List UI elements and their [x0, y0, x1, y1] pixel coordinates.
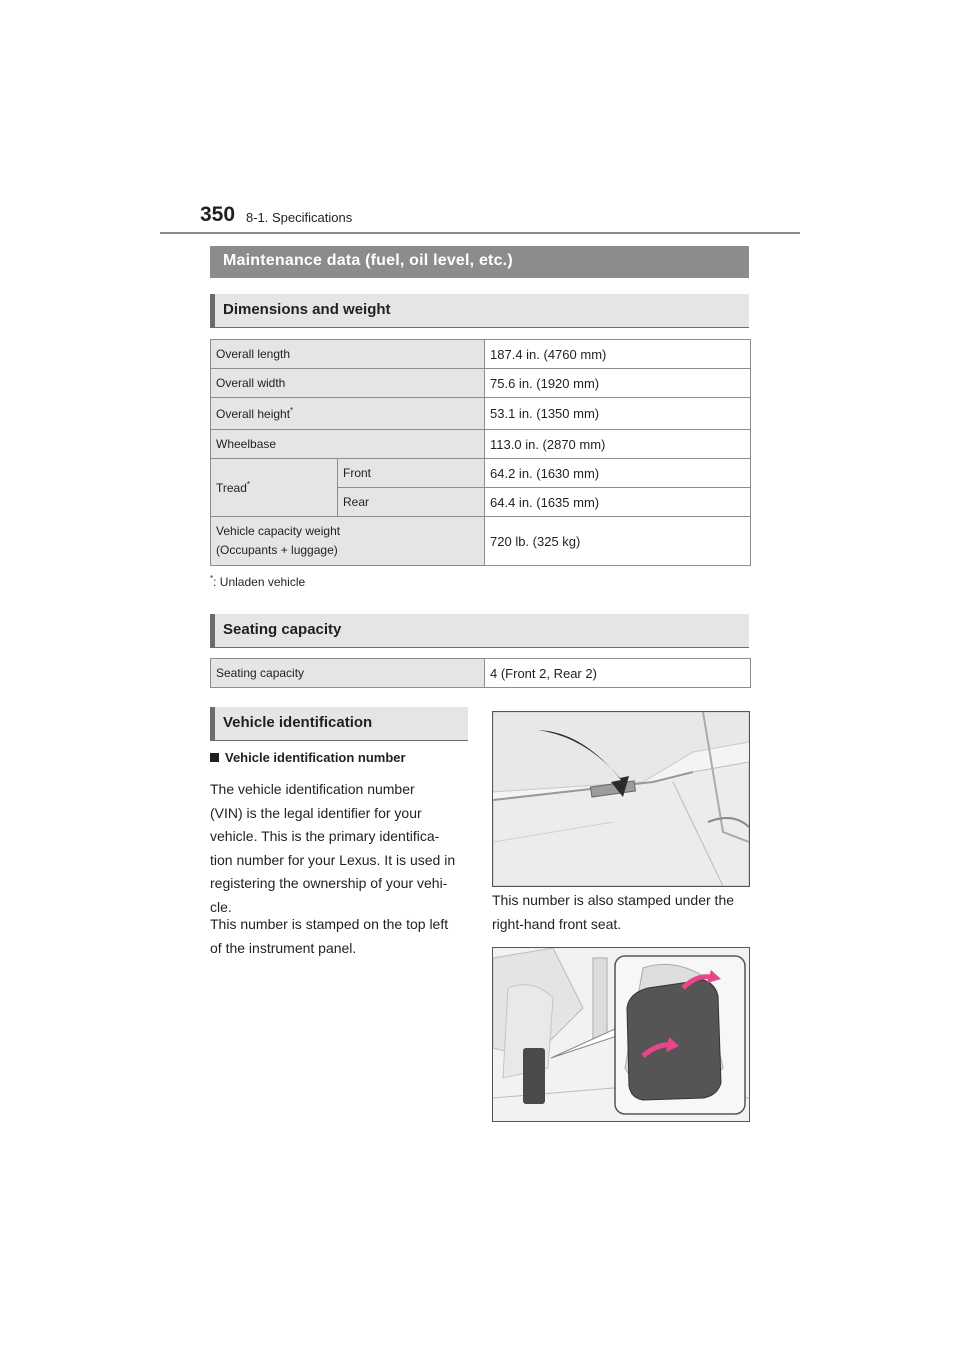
chapter-title: 8-1. Specifications	[246, 210, 353, 225]
text-line: (VIN) is the legal identifier for your	[210, 804, 422, 821]
table-row	[211, 459, 751, 488]
seat-drawing	[493, 948, 749, 1121]
page-number: 350	[200, 203, 236, 226]
text-line: This number is stamped on the top left	[210, 916, 449, 932]
capacity-weight-cell	[211, 517, 485, 566]
tread-cell	[211, 459, 338, 517]
table-row	[211, 430, 751, 459]
tread-rear-label: Rear	[338, 488, 485, 517]
text-line: The vehicle identification number	[210, 781, 415, 797]
overall-height-cell	[211, 398, 485, 430]
table-row	[211, 340, 751, 369]
seating-value: 4 (Front 2, Rear 2)	[485, 659, 751, 688]
overall-width-label: Overall width	[211, 369, 485, 398]
seating-heading-bar	[210, 614, 749, 648]
footnote-marker: *	[290, 406, 294, 415]
footnote	[210, 574, 305, 589]
text-line: vehicle. This is the primary identifica-	[210, 828, 440, 844]
seating-heading: Seating capacity	[223, 621, 342, 638]
dimensions-heading-bar	[210, 294, 749, 328]
section-title: Maintenance data (fuel, oil level, etc.)	[223, 252, 513, 269]
header-divider	[160, 232, 800, 234]
seating-label: Seating capacity	[211, 659, 485, 688]
square-bullet-icon	[210, 753, 219, 762]
vin-subheading	[210, 750, 406, 765]
wheelbase-label: Wheelbase	[211, 430, 485, 459]
capacity-weight-label-2: (Occupants + luggage)	[216, 543, 338, 557]
vin-subheading-text: Vehicle identification number	[225, 750, 406, 765]
capacity-weight-label-1: Vehicle capacity weight	[216, 524, 341, 538]
overall-length-value: 187.4 in. (4760 mm)	[485, 340, 751, 369]
table-row	[211, 517, 751, 566]
text-line: cle.	[210, 898, 232, 915]
tread-front-value: 64.2 in. (1630 mm)	[485, 459, 751, 488]
tread-front-label: Front	[338, 459, 485, 488]
section-title-bar	[210, 246, 749, 278]
table-row	[211, 659, 751, 688]
tread-label: Tread	[216, 481, 247, 495]
vin-cover-small	[523, 1048, 545, 1104]
seat-caption	[492, 889, 734, 936]
instrument-panel-illustration	[492, 711, 750, 887]
vin-cover-flap	[627, 980, 721, 1100]
footnote-marker: *	[246, 480, 251, 489]
capacity-weight-value: 720 lb. (325 kg)	[485, 517, 751, 566]
text-line: right-hand front seat.	[492, 915, 622, 932]
seat-illustration	[492, 947, 750, 1122]
vin-paragraph-1	[210, 778, 455, 919]
text-line: registering the ownership of your vehi-	[210, 875, 448, 891]
dashboard-drawing	[493, 712, 749, 886]
table-row	[211, 398, 751, 430]
vin-paragraph-2	[210, 913, 448, 960]
dimensions-table	[210, 339, 751, 566]
overall-height-label: Overall height	[216, 407, 291, 421]
text-line: tion number for your Lexus. It is used in	[210, 851, 456, 868]
table-row	[211, 369, 751, 398]
overall-height-value: 53.1 in. (1350 mm)	[485, 398, 751, 430]
vin-heading-bar	[210, 707, 468, 741]
dimensions-heading: Dimensions and weight	[223, 301, 391, 318]
tread-rear-value: 64.4 in. (1635 mm)	[485, 488, 751, 517]
footnote-asterisk: *	[210, 574, 214, 583]
seating-table	[210, 658, 751, 688]
vin-heading: Vehicle identification	[223, 714, 373, 731]
footnote-text: : Unladen vehicle	[213, 575, 306, 589]
overall-width-value: 75.6 in. (1920 mm)	[485, 369, 751, 398]
overall-length-label: Overall length	[211, 340, 485, 369]
text-line: This number is also stamped under the	[492, 892, 735, 908]
wheelbase-value: 113.0 in. (2870 mm)	[485, 430, 751, 459]
text-line: of the instrument panel.	[210, 939, 357, 956]
